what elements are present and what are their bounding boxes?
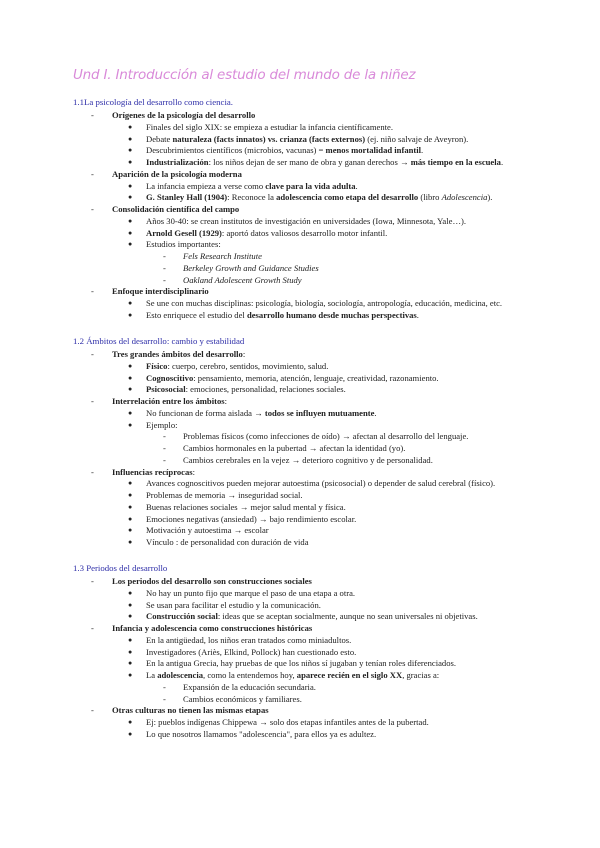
bullet-dot-icon: ● [128,146,133,155]
list-item-text: Interrelación entre los ámbitos [112,396,225,406]
list-item-text: Vínculo : de personalidad con duración de vida [146,537,309,547]
list-item [183,263,319,275]
list-item [112,286,209,298]
list-item [146,635,351,647]
list-item [146,134,468,146]
list-item-text: Cambios cerebrales en la vejez → deterioro cognitivo y de personalidad. [183,454,433,465]
bullet-dot-icon: ● [128,491,133,499]
list-item [112,169,242,181]
list-item [146,122,393,134]
list-item-text: : pensamiento, memoria, atención, lenguaje, creatividad, razonamiento. [193,372,439,383]
list-item [146,310,419,322]
list-item [112,110,255,122]
bullet-dot-icon: ● [128,216,133,225]
list-item-text: . [374,407,377,418]
list-item-text: Expansión de la educación secundaria. [183,681,316,692]
list-item-text: : [192,466,195,477]
bullet-dot-icon: ● [128,122,133,131]
list-item-text: Arnold Gesell (1929) [146,227,222,238]
list-item-text: Aparición de la psicología moderna [112,168,242,179]
list-item-text: naturaleza (facts innatos) vs. crianza (facts externos) [172,133,366,144]
list-item-text: : los niños dejan de ser mano de obra y ganan derechos → [208,157,411,167]
list-item [146,239,221,251]
list-item-text: Ejemplo: [146,419,178,430]
list-item [183,682,316,694]
list-dash-icon: - [163,443,166,453]
list-dash-icon: - [91,623,94,633]
bullet-dot-icon: ● [128,502,133,511]
list-item [183,694,302,706]
list-item [183,251,262,263]
list-item-text: Físico [146,360,168,371]
list-item [112,467,195,479]
document-title: Und I. Introducción al estudio del mundo de la niñez [73,67,416,83]
list-item [112,705,269,717]
list-item [146,611,478,623]
list-item-text: Avances cognoscitivos pueden mejorar autoestima (psicosocial) o depender de salud cerebral (físico). [146,478,496,489]
list-item-text: , como la entendemos hoy, [203,670,297,680]
section-heading: 1.3 Periodos del desarrollo [73,563,168,573]
list-item-text: Esto enriquece el estudio del [146,309,247,320]
list-item [183,443,405,455]
list-item-text: Adolescencia [441,192,488,203]
bullet-dot-icon: ● [128,514,133,523]
list-item-text: Problemas físicos (como infecciones de oído) → afectan al desarrollo del lenguaje. [183,431,469,442]
list-item-text: Infancia y adolescencia como construcciones históricas [112,623,313,633]
list-item [146,670,439,682]
list-dash-icon: - [91,204,94,214]
list-item-text: más tiempo en la escuela [410,157,501,167]
list-item [183,275,302,287]
list-item-text: Debate [146,133,173,144]
list-item [146,502,346,514]
list-item-text: La infancia empieza a verse como [146,180,266,191]
list-item-text: desarrollo humano desde muchas perspectivas [246,309,417,320]
list-item-text: No funcionan de forma aislada → [146,407,265,418]
list-item-text: : [224,396,227,406]
list-item-text: Emociones negativas (ansiedad) → bajo rendimiento escolar. [146,513,357,524]
list-item-text: : Reconoce la [227,192,277,203]
list-item-text: Se une con muchas disciplinas: psicología, biología, sociología, antropología, educación, medicina, etc. [146,298,503,308]
list-item [146,298,502,310]
bullet-dot-icon: ● [128,240,133,249]
list-item-text: Tres grandes ámbitos del desarrollo [112,349,243,359]
list-item-text: Fels Research Institute [183,251,262,261]
list-item-text: No hay un punto fijo que marque el paso de una etapa a otra. [146,587,356,598]
list-item-text: aparece recién en el siglo XX [296,670,403,680]
list-item-text: : cuerpo, cerebro, sentidos, movimiento, salud. [167,360,329,371]
list-item-text: Psicosocial [146,384,186,395]
list-item-text: Enfoque interdisciplinario [112,286,209,297]
list-item [112,576,312,588]
list-item-text: menos mortalidad infantil [325,145,422,156]
list-dash-icon: - [163,251,166,261]
list-item-text: Cognoscitivo [146,372,194,383]
list-item-text: Industrialización [146,157,209,167]
list-item-text: Estudios importantes: [146,239,221,250]
list-item-text: : emociones, personalidad, relaciones sociales. [185,384,346,395]
list-item-text: En la antigüedad, los niños eran tratados como miniadultos. [146,634,352,645]
list-item [146,647,356,659]
bullet-dot-icon: ● [128,420,133,429]
list-item [183,431,468,443]
section-heading: 1.2 Ámbitos del desarrollo: cambio y estabilidad [73,336,245,346]
list-item [146,658,456,670]
bullet-dot-icon: ● [128,635,133,644]
list-item-text: . [355,180,358,191]
bullet-dot-icon: ● [128,479,133,488]
list-item-text: Años 30-40: se crean institutos de investigación en universidades (Iowa, Minnesota, Yale…). [146,215,467,226]
list-item-text: adolescencia como etapa del desarrollo [276,192,419,203]
list-item [112,349,245,361]
list-item [146,420,178,432]
list-item-text: . [416,309,419,320]
list-item [146,729,376,741]
list-item-text: : ideas que se aceptan socialmente, aunque no sean universales ni objetivas. [217,611,478,622]
list-item [146,216,466,228]
list-item-text: Orígenes de la psicología del desarrollo [112,110,256,120]
list-item [146,537,309,549]
bullet-dot-icon: ● [128,158,133,166]
list-dash-icon: - [91,168,94,179]
list-item [146,192,492,204]
bullet-dot-icon: ● [128,385,133,394]
list-item [146,525,269,537]
list-item [146,181,358,193]
list-item-text: Cambios económicos y familiares. [183,693,302,704]
list-item-text: Descubrimientos científicos (microbios, vacunas) = [146,145,326,156]
list-item-text: Los periodos del desarrollo son construcciones sociales [112,576,312,586]
list-dash-icon: - [91,396,94,406]
list-dash-icon: - [91,349,94,359]
bullet-dot-icon: ● [128,588,133,597]
bullet-dot-icon: ● [128,361,133,370]
list-item-text: Finales del siglo XIX: se empieza a estudiar la infancia científicamente. [146,121,393,132]
bullet-dot-icon: ● [128,526,133,535]
list-dash-icon: - [163,431,166,442]
list-dash-icon: - [91,466,94,477]
list-item [146,157,503,169]
bullet-dot-icon: ● [128,718,133,726]
list-dash-icon: - [163,681,166,692]
list-item-text: clave para la vida adulta [265,180,356,191]
list-item-text: Problemas de memoria → inseguridad social. [146,490,303,500]
list-item [146,408,377,420]
bullet-dot-icon: ● [128,181,133,190]
list-dash-icon: - [91,286,94,297]
list-item [146,361,328,373]
list-item [146,600,321,612]
list-item-text: (ej. niño salvaje de Aveyron). [365,133,469,144]
list-item-text: , gracias a: [402,670,440,680]
bullet-dot-icon: ● [128,538,133,546]
section-heading: 1.1La psicología del desarrollo como ciencia. [73,97,233,107]
list-item-text: Buenas relaciones sociales → mejor salud mental y física. [146,501,346,512]
list-item-text: Cambios hormonales en la pubertad → afectan la identidad (yo). [183,443,406,453]
list-item [183,455,433,467]
list-item [146,145,423,157]
list-item-text: Investigadores (Ariès, Elkind, Pollock) han cuestionado esto. [146,646,357,657]
list-item-text: . [500,157,504,167]
list-item [146,717,429,729]
list-item-text: adolescencia [157,670,204,680]
list-dash-icon: - [91,576,94,586]
bullet-dot-icon: ● [128,729,133,738]
list-item [112,204,239,216]
list-item-text: (libro [418,192,442,203]
list-item [146,228,387,240]
list-dash-icon: - [163,693,166,704]
list-dash-icon: - [163,262,166,273]
list-dash-icon: - [163,274,166,285]
list-item-text: La [146,670,158,680]
list-item-text: . [421,145,424,156]
list-item-text: Ej: pueblos indígenas Chippewa → solo dos etapas infantiles antes de la pubertad. [146,717,429,727]
bullet-dot-icon: ● [128,134,133,143]
list-dash-icon: - [91,705,94,716]
list-item-text: todos se influyen mutuamente [264,407,375,418]
list-item-text: Se usan para facilitar el estudio y la comunicación. [146,599,321,610]
bullet-dot-icon: ● [128,299,133,307]
list-dash-icon: - [163,454,166,465]
list-item [146,373,439,385]
bullet-dot-icon: ● [128,228,133,237]
list-item-text: Construcción social [146,611,218,622]
list-item [146,490,303,502]
list-item [112,623,312,635]
list-dash-icon: - [91,110,94,120]
list-item-text: : aportó datos valiosos desarrollo motor infantil. [221,227,388,238]
bullet-dot-icon: ● [128,659,133,668]
list-item-text: En la antigua Grecia, hay pruebas de que los niños sí jugaban y tenían roles diferenciados. [146,658,456,669]
list-item-text: ). [487,192,493,203]
list-item-text: Berkeley Growth and Guidance Studies [183,262,319,273]
list-item-text: G. Stanley Hall (1904) [146,192,228,203]
bullet-dot-icon: ● [128,310,133,319]
list-item-text: Otras culturas no tienen las mismas etapas [112,705,269,716]
bullet-dot-icon: ● [128,612,133,621]
list-item [112,396,227,408]
list-item [146,514,356,526]
list-item-text: Oakland Adolescent Growth Study [183,274,302,285]
list-item [146,478,495,490]
bullet-dot-icon: ● [128,647,133,656]
list-item [146,588,355,600]
bullet-dot-icon: ● [128,193,133,202]
bullet-dot-icon: ● [128,373,133,382]
list-item-text: : [242,349,246,359]
list-item-text: Influencias recíprocas [112,466,193,477]
list-item [146,384,346,396]
bullet-dot-icon: ● [128,600,133,609]
list-item-text: Lo que nosotros llamamos "adolescencia", para ellos ya es adultez. [146,728,377,739]
bullet-dot-icon: ● [128,671,133,679]
bullet-dot-icon: ● [128,408,133,417]
list-item-text: Motivación y autoestima → escolar [146,525,269,536]
list-item-text: Consolidación científica del campo [112,204,240,214]
